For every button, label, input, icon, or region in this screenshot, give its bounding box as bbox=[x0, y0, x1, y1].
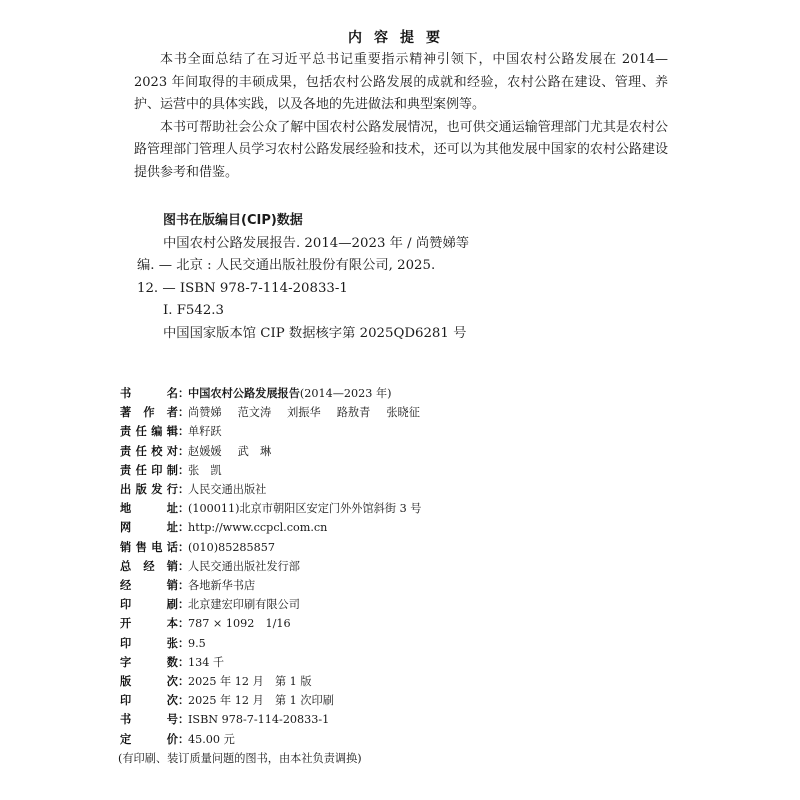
cip-classification: Ⅰ. F542.3 bbox=[163, 303, 224, 318]
label-char: 销 bbox=[120, 540, 132, 554]
colophon-label bbox=[120, 461, 178, 480]
colophon-colon: ： bbox=[178, 387, 190, 400]
colophon-value: (100011)北京市朝阳区安定门外外馆斜街 3 号 bbox=[188, 502, 422, 516]
summary-paragraph: 本书可帮助社会公众了解中国农村公路发展情况，也可供交通运输管理部门尤其是农村公路管理部门管理人员学习农村公路发展经验和技术，还可以为其他发展中国家的农村公路建设提供参考和借鉴。 bbox=[134, 119, 668, 180]
label-char: 责 bbox=[120, 444, 132, 458]
label-char: 刷 bbox=[166, 598, 178, 612]
colophon-value bbox=[186, 403, 420, 422]
colophon-value-part: 张晓征 bbox=[386, 406, 420, 420]
label-char: 印 bbox=[151, 463, 163, 477]
colophon-row bbox=[120, 730, 720, 749]
label-char: 数 bbox=[166, 655, 178, 669]
label-char: 印 bbox=[120, 636, 132, 650]
colophon-value-part: 刘振华 bbox=[287, 406, 321, 420]
label-char: 作 bbox=[143, 406, 155, 420]
colophon-row bbox=[120, 595, 720, 614]
colophon-row bbox=[120, 442, 720, 461]
colophon-colon: ： bbox=[178, 579, 190, 593]
label-char: 次 bbox=[166, 694, 178, 708]
cip-line: 中国农村公路发展报告. 2014—2023 年 / 尚赞娣等 bbox=[163, 235, 470, 251]
colophon-colon: ： bbox=[178, 655, 190, 669]
label-char: 名 bbox=[166, 387, 178, 400]
cip-section bbox=[137, 210, 470, 345]
colophon-row bbox=[120, 614, 720, 633]
colophon-label bbox=[120, 538, 178, 557]
summary-title: 内容提要 bbox=[348, 30, 452, 46]
label-char: 著 bbox=[120, 406, 132, 420]
label-char: 销 bbox=[166, 579, 178, 593]
colophon-label bbox=[120, 557, 178, 576]
label-char: 印 bbox=[120, 598, 132, 612]
colophon-value-part: 尚赞娣 bbox=[188, 406, 222, 420]
label-char: 经 bbox=[143, 559, 155, 573]
colophon-row bbox=[120, 653, 720, 672]
colophon-label bbox=[120, 653, 178, 672]
colophon bbox=[120, 384, 720, 768]
colophon-value: 北京建宏印刷有限公司 bbox=[188, 598, 300, 612]
label-char: 印 bbox=[120, 694, 132, 708]
colophon-value: 134 千 bbox=[188, 655, 225, 669]
colophon-colon: ： bbox=[178, 406, 190, 420]
colophon-label bbox=[120, 422, 178, 441]
colophon-row bbox=[120, 461, 720, 480]
colophon-value: (010)85285857 bbox=[188, 540, 276, 554]
label-char: 销 bbox=[166, 559, 178, 573]
colophon-colon: ： bbox=[178, 521, 190, 535]
colophon-colon: ： bbox=[178, 636, 190, 650]
colophon-label bbox=[120, 499, 178, 518]
colophon-label bbox=[120, 442, 178, 461]
colophon-value: 9.5 bbox=[188, 636, 206, 650]
quality-note: (有印刷、装订质量问题的图书，由本社负责调换) bbox=[118, 751, 362, 765]
colophon-value-part: 路敖青 bbox=[336, 406, 371, 420]
colophon-row bbox=[120, 538, 720, 557]
label-char: 售 bbox=[135, 540, 147, 554]
label-char: 编 bbox=[151, 425, 163, 439]
label-char: 制 bbox=[166, 463, 178, 477]
colophon-colon: ： bbox=[178, 732, 190, 746]
colophon-colon: ： bbox=[178, 694, 190, 708]
label-char: 网 bbox=[120, 521, 132, 535]
colophon-value: 中国农村公路发展报告(2014—2023 年) bbox=[188, 387, 392, 400]
colophon-value: 45.00 元 bbox=[188, 732, 235, 746]
colophon-value-part: 赵媛媛 bbox=[188, 444, 222, 458]
colophon-value: ISBN 978-7-114-20833-1 bbox=[188, 713, 330, 727]
label-char: 责 bbox=[120, 463, 132, 477]
colophon-colon: ： bbox=[178, 713, 190, 727]
colophon-label bbox=[120, 480, 178, 499]
cip-line: 编. — 北京 : 人民交通出版社股份有限公司, 2025. bbox=[137, 258, 436, 273]
label-char: 责 bbox=[120, 425, 132, 439]
colophon-value: 张 凯 bbox=[188, 463, 222, 477]
colophon-value: 2025 年 12 月 第 1 版 bbox=[188, 675, 312, 689]
colophon-row bbox=[120, 384, 720, 403]
colophon-label bbox=[120, 710, 178, 729]
colophon-row bbox=[120, 480, 720, 499]
colophon-colon: ： bbox=[178, 617, 190, 631]
colophon-value: http://www.ccpcl.com.cn bbox=[188, 521, 328, 535]
colophon-row bbox=[120, 710, 720, 729]
label-char: 经 bbox=[120, 579, 132, 593]
label-char: 号 bbox=[166, 713, 178, 727]
label-char: 址 bbox=[166, 521, 178, 535]
colophon-row bbox=[120, 691, 720, 710]
colophon-colon: ： bbox=[178, 483, 190, 497]
colophon-label bbox=[120, 691, 178, 710]
colophon-value: 2025 年 12 月 第 1 次印刷 bbox=[188, 694, 334, 708]
colophon-value: 787 × 1092 1/16 bbox=[188, 617, 291, 631]
label-char: 辑 bbox=[166, 425, 178, 439]
label-char: 价 bbox=[166, 732, 178, 746]
label-char: 版 bbox=[120, 675, 132, 689]
label-char: 定 bbox=[120, 732, 132, 746]
colophon-value: 单籽跃 bbox=[188, 425, 222, 439]
colophon-row bbox=[120, 557, 720, 576]
label-char: 书 bbox=[120, 387, 132, 400]
label-char: 话 bbox=[166, 540, 178, 554]
colophon-label bbox=[120, 518, 178, 537]
label-char: 字 bbox=[120, 655, 132, 669]
colophon-colon: ： bbox=[178, 502, 190, 516]
colophon-value bbox=[186, 442, 271, 461]
colophon-label bbox=[120, 634, 178, 653]
colophon-value: 人民交通出版社 bbox=[188, 483, 267, 497]
colophon-label bbox=[120, 672, 178, 691]
label-char: 出 bbox=[120, 483, 132, 497]
colophon-value: 各地新华书店 bbox=[188, 579, 256, 593]
label-char: 任 bbox=[135, 463, 147, 477]
summary-paragraph: 本书全面总结了在习近平总书记重要指示精神引领下，中国农村公路发展在 2014—2023 年间取得的丰硕成果，包括农村公路发展的成就和经验，农村公路在建设、管理、养护、运营中的具体实践，以及各地的先进做法和典型案例等。 bbox=[134, 52, 668, 112]
label-char: 开 bbox=[120, 617, 132, 631]
colophon-label bbox=[120, 403, 178, 422]
label-char: 书 bbox=[120, 713, 132, 727]
label-char: 本 bbox=[166, 617, 178, 631]
colophon-colon: ： bbox=[178, 598, 190, 612]
label-char: 总 bbox=[120, 559, 132, 573]
cip-record-number: 中国国家版本馆 CIP 数据核字第 2025QD6281 号 bbox=[163, 325, 467, 341]
colophon-row bbox=[120, 403, 720, 422]
colophon-value-part: 武 琳 bbox=[237, 444, 272, 458]
label-char: 次 bbox=[166, 675, 178, 689]
label-char: 任 bbox=[135, 444, 147, 458]
colophon-row bbox=[120, 576, 720, 595]
colophon-label bbox=[120, 576, 178, 595]
label-char: 者 bbox=[166, 406, 178, 420]
colophon-label bbox=[120, 384, 178, 403]
colophon-row bbox=[120, 499, 720, 518]
label-char: 任 bbox=[135, 425, 147, 439]
colophon-row bbox=[120, 422, 720, 441]
label-char: 址 bbox=[166, 502, 178, 516]
colophon-label bbox=[120, 730, 178, 749]
colophon-value-suffix: (2014—2023 年) bbox=[299, 387, 392, 400]
label-char: 电 bbox=[151, 540, 163, 554]
label-char: 张 bbox=[166, 636, 178, 650]
colophon-colon: ： bbox=[178, 559, 190, 573]
colophon-colon: ： bbox=[178, 463, 190, 477]
colophon-colon: ： bbox=[178, 425, 190, 439]
summary-section bbox=[134, 49, 668, 184]
label-char: 行 bbox=[166, 483, 178, 497]
colophon-row bbox=[120, 518, 720, 537]
colophon-row bbox=[120, 672, 720, 691]
colophon-colon: ： bbox=[178, 540, 190, 554]
colophon-label bbox=[120, 595, 178, 614]
colophon-row bbox=[120, 634, 720, 653]
colophon-label bbox=[120, 614, 178, 633]
label-char: 校 bbox=[151, 444, 163, 458]
cip-heading: 图书在版编目(CIP)数据 bbox=[163, 213, 303, 228]
colophon-colon: ： bbox=[178, 444, 190, 458]
label-char: 地 bbox=[120, 502, 132, 516]
colophon-colon: ： bbox=[178, 675, 190, 689]
colophon-value: 人民交通出版社发行部 bbox=[188, 559, 300, 573]
label-char: 版 bbox=[135, 483, 147, 497]
colophon-value-part: 范文涛 bbox=[237, 406, 272, 420]
label-char: 对 bbox=[166, 444, 178, 458]
label-char: 发 bbox=[151, 483, 163, 497]
cip-line: 12. — ISBN 978-7-114-20833-1 bbox=[137, 280, 348, 296]
